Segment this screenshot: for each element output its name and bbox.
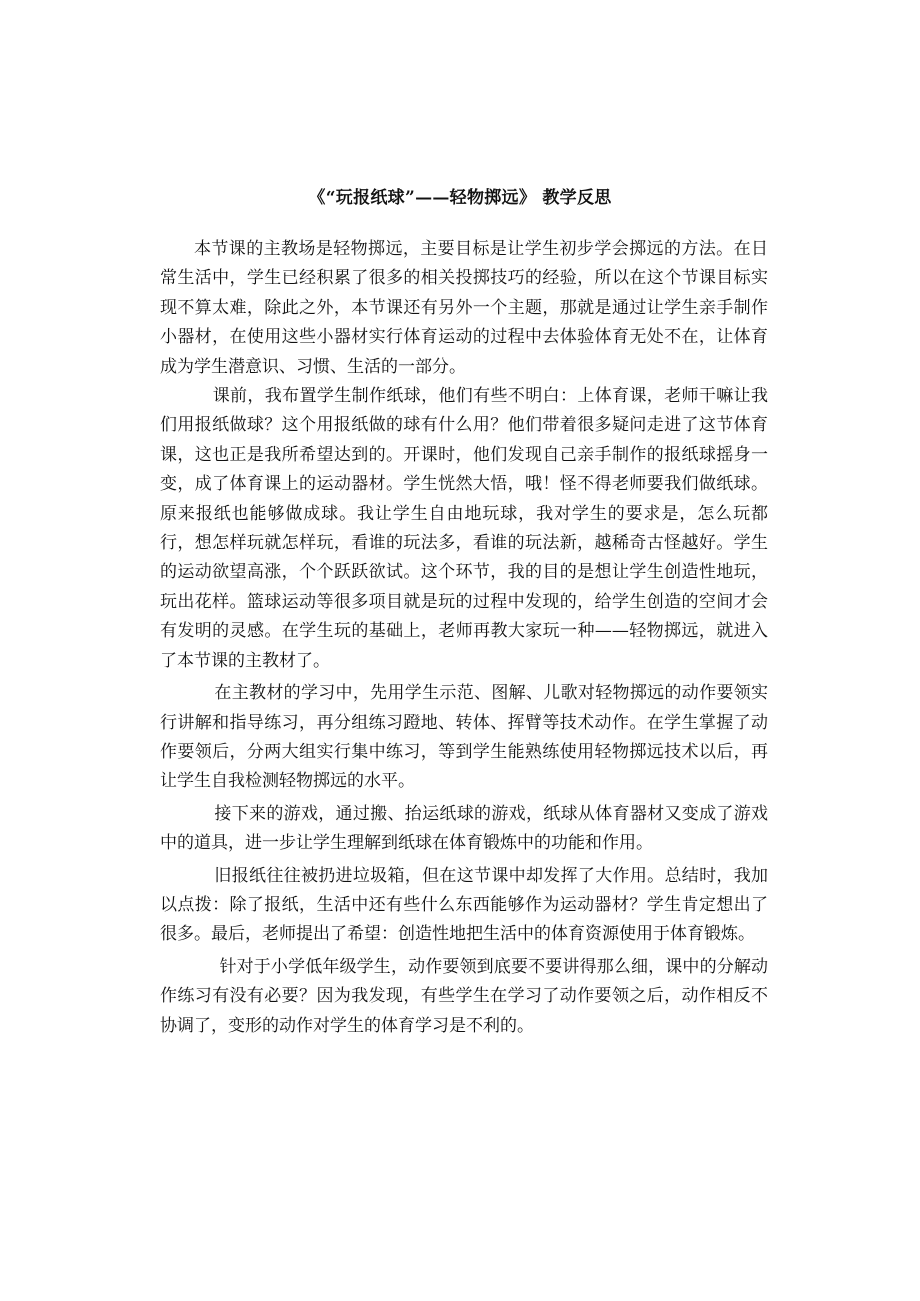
paragraph: 针对于小学低年级学生，动作要领到底要不要讲得那么细，课中的分解动作练习有没有必要？因为我发现，有些学生在学习了动作要领之后，动作相反不协调了，变形的动作对学生的体育学习是不利的。	[160, 956, 768, 1036]
paragraph: 本节课的主教场是轻物掷远，主要目标是让学生初步学会掷远的方法。在日常生活中，学生已经积累了很多的相关投掷技巧的经验，所以在这个节课目标实现不算太难，除此之外，本节课还有另外一个主题，那就是通过让学生亲手制作小器材，在使用这些小器材实行体育运动的过程中去体验体育无处不在，让体育成为学生潜意识、习惯、生活的一部分。	[160, 239, 768, 377]
paragraph: 课前，我布置学生制作纸球，他们有些不明白：上体育课，老师干嘛让我们用报纸做球？这个用报纸做的球有什么用？他们带着很多疑问走进了这节体育课，这也正是我所希望达到的。开课时，他们发现自己亲手制作的报纸球摇身一变，成了体育课上的运动器材。学生恍然大悟，哦！怪不得老师要我们做纸球。原来报纸也能够做成球。我让学生自由地玩球，我对学生的要求是，怎么玩都行，想怎样玩就怎样玩，看谁的玩法多，看谁的玩法新，越稀奇古怪越好。学生的运动欲望高涨，个个跃跃欲试。这个环节，我的目的是想让学生创造性地玩，玩出花样。篮球运动等很多项目就是玩的过程中发现的，给学生创造的空间才会有发明的灵感。在学生玩的基础上，老师再教大家玩一种——轻物掷远，就进入了本节课的主教材了。	[160, 386, 768, 671]
paragraph: 旧报纸往往被扔进垃圾箱，但在这节课中却发挥了大作用。总结时，我加以点拨：除了报纸，生活中还有些什么东西能够作为运动器材？学生肯定想出了很多。最后，老师提出了希望：创造性地把生活中的体育资源使用于体育锻炼。	[160, 865, 768, 945]
document-title: 《“玩报纸球”——轻物掷远》 教学反思	[308, 188, 612, 208]
document-body	[160, 235, 768, 1041]
paragraph: 接下来的游戏，通过搬、抬运纸球的游戏，纸球从体育器材又变成了游戏中的道具，进一步让学生理解到纸球在体育锻炼中的功能和作用。	[160, 803, 768, 854]
paragraph: 在主教材的学习中，先用学生示范、图解、儿歌对轻物掷远的动作要领实行讲解和指导练习，再分组练习蹬地、转体、挥臂等技术动作。在学生掌握了动作要领后，分两大组实行集中练习，等到学生能熟练使用轻物掷远技术以后，再让学生自我检测轻物掷远的水平。	[160, 683, 768, 792]
